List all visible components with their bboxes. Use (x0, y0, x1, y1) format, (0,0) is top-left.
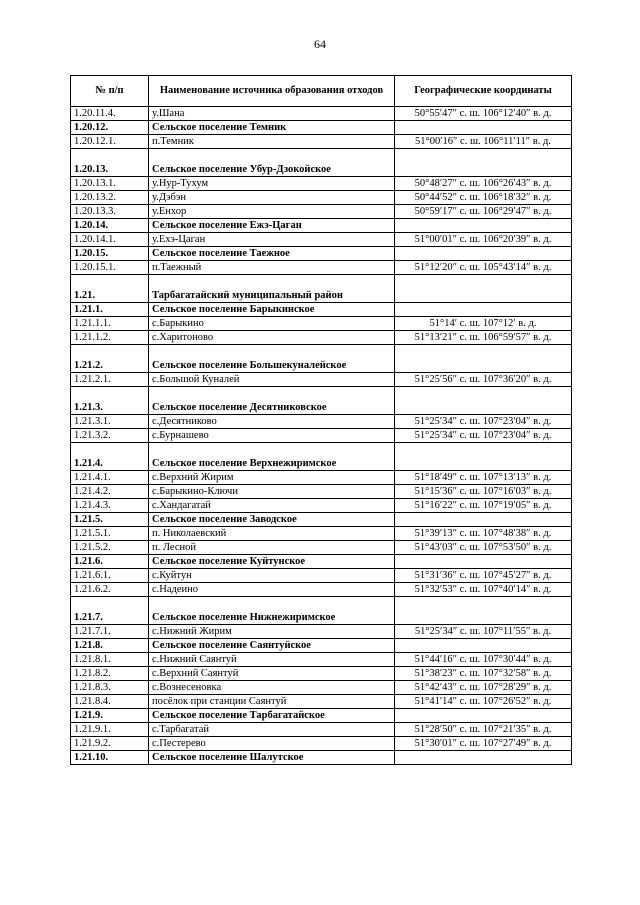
row-coordinates: 51°14′ с. ш. 107°12′ в. д. (395, 317, 572, 331)
row-name: с.Хандагатай (149, 499, 395, 513)
row-name: с.Вознесеновка (149, 681, 395, 695)
row-coordinates: 51°15′36″ с. ш. 107°16′03″ в. д. (395, 485, 572, 499)
table-row (71, 471, 572, 485)
row-coordinates: 51°28′50″ с. ш. 107°21′35″ в. д. (395, 723, 572, 737)
table-row (71, 639, 572, 653)
table-row (71, 555, 572, 569)
row-name: с.Надеино (149, 583, 395, 597)
row-number: 1.21.3. (71, 387, 149, 415)
row-coordinates (395, 709, 572, 723)
row-name: с.Барыкино (149, 317, 395, 331)
row-coordinates: 51°25′34″ с. ш. 107°23′04″ в. д. (395, 415, 572, 429)
table-row (71, 177, 572, 191)
row-name: у.Нур-Тухум (149, 177, 395, 191)
row-name: у.Дэбэн (149, 191, 395, 205)
row-number: 1.21.1.2. (71, 331, 149, 345)
row-coordinates: 51°44′16″ с. ш. 107°30′44″ в. д. (395, 653, 572, 667)
row-coordinates: 51°18′49″ с. ш. 107°13′13″ в. д. (395, 471, 572, 485)
row-name: Сельское поселение Верхнежиримское (149, 443, 395, 471)
row-coordinates: 50°59′17″ с. ш. 106°29′47″ в. д. (395, 205, 572, 219)
row-number: 1.21.4.1. (71, 471, 149, 485)
row-name: Сельское поселение Барыкинское (149, 303, 395, 317)
table-row (71, 387, 572, 415)
row-name: с.Куйтун (149, 569, 395, 583)
row-coordinates: 51°43′03″ с. ш. 107°53′50″ в. д. (395, 541, 572, 555)
row-coordinates: 51°25′34″ с. ш. 107°11′55″ в. д. (395, 625, 572, 639)
row-coordinates (395, 555, 572, 569)
row-number: 1.21.6.1. (71, 569, 149, 583)
row-name: с.Тарбагатай (149, 723, 395, 737)
row-number: 1.21.1.1. (71, 317, 149, 331)
row-name: п.Темник (149, 135, 395, 149)
table-row (71, 149, 572, 177)
table-row (71, 751, 572, 765)
table-row (71, 345, 572, 373)
table-row (71, 261, 572, 275)
row-number: 1.21.8. (71, 639, 149, 653)
row-number: 1.21.2. (71, 345, 149, 373)
row-coordinates (395, 121, 572, 135)
table-row (71, 625, 572, 639)
row-number: 1.21. (71, 275, 149, 303)
table-header-row (71, 76, 572, 107)
row-name: у.Шана (149, 107, 395, 121)
row-name: с.Верхний Саянтуй (149, 667, 395, 681)
row-number: 1.21.5. (71, 513, 149, 527)
row-name: Сельское поселение Убур-Дзокойское (149, 149, 395, 177)
row-number: 1.21.6.2. (71, 583, 149, 597)
row-number: 1.21.9. (71, 709, 149, 723)
row-name: Сельское поселение Заводское (149, 513, 395, 527)
row-number: 1.21.8.3. (71, 681, 149, 695)
row-name: п. Николаевский (149, 527, 395, 541)
table-row (71, 569, 572, 583)
row-number: 1.20.13. (71, 149, 149, 177)
row-coordinates: 51°39′13″ с. ш. 107°48′38″ в. д. (395, 527, 572, 541)
row-name: с.Десятниково (149, 415, 395, 429)
row-name: Сельское поселение Нижнежиримское (149, 597, 395, 625)
table-row (71, 205, 572, 219)
row-number: 1.21.8.2. (71, 667, 149, 681)
row-number: 1.20.15.1. (71, 261, 149, 275)
table-row (71, 219, 572, 233)
row-name: с.Нижний Саянтуй (149, 653, 395, 667)
table-row (71, 681, 572, 695)
row-name: Сельское поселение Темник (149, 121, 395, 135)
row-coordinates: 51°13′21″ с. ш. 106°59′57″ в. д. (395, 331, 572, 345)
row-name: у.Енхор (149, 205, 395, 219)
row-number: 1.21.6. (71, 555, 149, 569)
row-name: с.Пестерево (149, 737, 395, 751)
row-number: 1.20.13.2. (71, 191, 149, 205)
table-row (71, 513, 572, 527)
row-coordinates: 50°55′47″ с. ш. 106°12′40″ в. д. (395, 107, 572, 121)
header-num: № п/п (71, 76, 149, 107)
row-coordinates (395, 219, 572, 233)
row-name: с.Бурнашево (149, 429, 395, 443)
table-row (71, 485, 572, 499)
header-coords: Географические координаты (395, 76, 572, 107)
row-name: Сельское поселение Большекуналейское (149, 345, 395, 373)
row-number: 1.21.5.1. (71, 527, 149, 541)
row-number: 1.20.12. (71, 121, 149, 135)
table-row (71, 527, 572, 541)
table-row (71, 737, 572, 751)
row-name: с.Большой Куналей (149, 373, 395, 387)
row-coordinates (395, 149, 572, 177)
row-name: Сельское поселение Саянтуйское (149, 639, 395, 653)
table-row (71, 429, 572, 443)
table-row (71, 331, 572, 345)
table-row (71, 107, 572, 121)
row-number: 1.20.13.1. (71, 177, 149, 191)
row-number: 1.21.7. (71, 597, 149, 625)
row-coordinates (395, 247, 572, 261)
table-row (71, 541, 572, 555)
table-row (71, 667, 572, 681)
row-name: у.Ехэ-Цаган (149, 233, 395, 247)
table-row (71, 443, 572, 471)
row-number: 1.21.10. (71, 751, 149, 765)
row-coordinates: 51°25′56″ с. ш. 107°36′20″ в. д. (395, 373, 572, 387)
row-number: 1.21.4. (71, 443, 149, 471)
row-name: Сельское поселение Десятниковское (149, 387, 395, 415)
row-number: 1.21.3.1. (71, 415, 149, 429)
row-coordinates (395, 303, 572, 317)
row-coordinates (395, 597, 572, 625)
row-coordinates (395, 513, 572, 527)
table-row (71, 317, 572, 331)
row-number: 1.21.4.2. (71, 485, 149, 499)
row-number: 1.20.13.3. (71, 205, 149, 219)
row-number: 1.20.11.4. (71, 107, 149, 121)
header-name: Наименование источника образования отходов (149, 76, 395, 107)
row-name: с.Верхний Жирим (149, 471, 395, 485)
table-row (71, 415, 572, 429)
row-number: 1.21.9.2. (71, 737, 149, 751)
row-number: 1.20.15. (71, 247, 149, 261)
coordinates-table (70, 75, 572, 765)
row-coordinates: 51°00′01″ с. ш. 106°20′39″ в. д. (395, 233, 572, 247)
table-row (71, 583, 572, 597)
row-name: с.Харитоново (149, 331, 395, 345)
table-row (71, 653, 572, 667)
table-row (71, 709, 572, 723)
row-coordinates: 51°12′20″ с. ш. 105°43′14″ в. д. (395, 261, 572, 275)
row-name: с.Нижний Жирим (149, 625, 395, 639)
row-number: 1.21.9.1. (71, 723, 149, 737)
row-name: Тарбагатайский муниципальный район (149, 275, 395, 303)
table-row (71, 275, 572, 303)
row-coordinates (395, 387, 572, 415)
row-coordinates: 50°48′27″ с. ш. 106°26′43″ в. д. (395, 177, 572, 191)
row-number: 1.21.4.3. (71, 499, 149, 513)
row-number: 1.21.8.1. (71, 653, 149, 667)
row-coordinates: 51°00′16″ с. ш. 106°11′11″ в. д. (395, 135, 572, 149)
table-row (71, 499, 572, 513)
row-coordinates (395, 639, 572, 653)
row-name: Сельское поселение Ежэ-Цаган (149, 219, 395, 233)
row-coordinates: 51°38′23″ с. ш. 107°32′58″ в. д. (395, 667, 572, 681)
table-row (71, 233, 572, 247)
table-row (71, 191, 572, 205)
row-coordinates (395, 751, 572, 765)
row-name: посёлок при станции Саянтуй (149, 695, 395, 709)
row-number: 1.20.12.1. (71, 135, 149, 149)
row-number: 1.21.7.1. (71, 625, 149, 639)
table-row (71, 723, 572, 737)
row-coordinates: 51°42′43″ с. ш. 107°28′29″ в. д. (395, 681, 572, 695)
row-name: Сельское поселение Таежное (149, 247, 395, 261)
row-name: Сельское поселение Шалутское (149, 751, 395, 765)
row-number: 1.21.5.2. (71, 541, 149, 555)
table-row (71, 303, 572, 317)
row-coordinates: 50°44′52″ с. ш. 106°18′32″ в. д. (395, 191, 572, 205)
row-name: Сельское поселение Тарбагатайское (149, 709, 395, 723)
page-number: 64 (314, 37, 326, 51)
table-row (71, 121, 572, 135)
row-number: 1.20.14. (71, 219, 149, 233)
row-coordinates (395, 275, 572, 303)
row-coordinates (395, 345, 572, 373)
table-row (71, 695, 572, 709)
table-row (71, 247, 572, 261)
row-coordinates: 51°25′34″ с. ш. 107°23′04″ в. д. (395, 429, 572, 443)
table-body (71, 107, 572, 765)
row-name: с.Барыкино-Ключи (149, 485, 395, 499)
table-row (71, 597, 572, 625)
row-number: 1.21.3.2. (71, 429, 149, 443)
row-name: п. Лесной (149, 541, 395, 555)
row-coordinates (395, 443, 572, 471)
row-number: 1.20.14.1. (71, 233, 149, 247)
table-row (71, 373, 572, 387)
row-name: п.Таежный (149, 261, 395, 275)
row-number: 1.21.8.4. (71, 695, 149, 709)
row-coordinates: 51°31′36″ с. ш. 107°45′27″ в. д. (395, 569, 572, 583)
row-coordinates: 51°32′53″ с. ш. 107°40′14″ в. д. (395, 583, 572, 597)
row-coordinates: 51°30′01″ с. ш. 107°27′49″ в. д. (395, 737, 572, 751)
row-coordinates: 51°41′14″ с. ш. 107°26′52″ в. д. (395, 695, 572, 709)
row-number: 1.21.1. (71, 303, 149, 317)
row-coordinates: 51°16′22″ с. ш. 107°19′05″ в. д. (395, 499, 572, 513)
row-name: Сельское поселение Куйтунское (149, 555, 395, 569)
table-row (71, 135, 572, 149)
row-number: 1.21.2.1. (71, 373, 149, 387)
